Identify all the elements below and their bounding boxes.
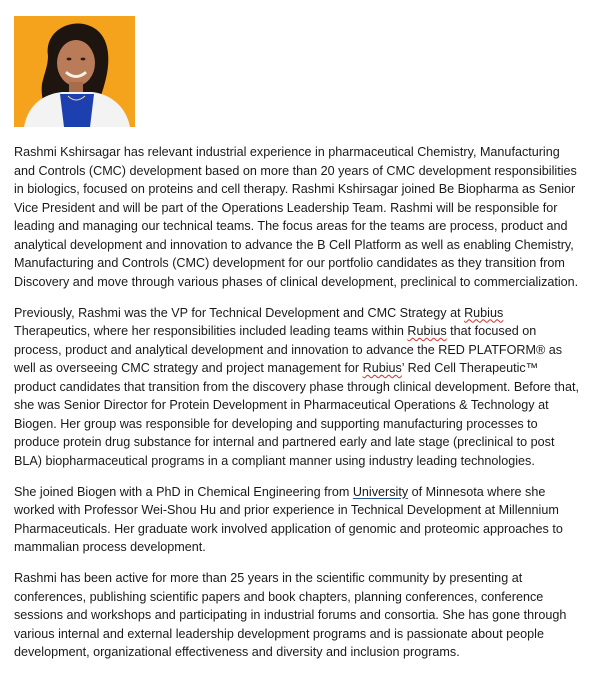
p2-text-a: Previously, Rashmi was the VP for Technical Development and CMC Strategy at [14, 305, 465, 320]
p3-text-a: She joined Biogen with a PhD in Chemical Engineering from [14, 484, 353, 499]
spellcheck-word-rubius[interactable]: Rubius [362, 361, 402, 375]
bio-text [14, 143, 580, 674]
bio-paragraph-4: Rashmi has been active for more than 25 years in the scientific community by presenting at conferences, publishing scientific papers and book chapters, planning conferences, conference sessions and workshops and participating in industrial forums and consortia. She has gone through various internal and external leadership development programs and is passionate about people development, organizational effectiveness and diversity and inclusion programs. [14, 571, 567, 659]
university-link[interactable]: University [352, 484, 409, 499]
bio-paragraph-3 [14, 483, 580, 557]
p3-text-b: of Minnesota where she worked with Professor Wei-Shou Hu and prior experience in Technical Development at Millennium Pharmaceuticals. Her graduate work involved application of genomic and proteomic approaches to mammalian process development. [14, 484, 563, 554]
p2-text-c: that focused on process, product and analytical development and innovation to advance the RED PLATFORM® as well as overseeing CMC strategy and project management for [14, 324, 563, 375]
bio-paragraph-2 [14, 304, 580, 471]
spellcheck-word-rubius[interactable]: Rubius [407, 324, 447, 338]
p2-text-b: Therapeutics, where her responsibilities included leading teams within [14, 324, 408, 338]
bio-paragraph-1: Rashmi Kshirsagar has relevant industrial experience in pharmaceutical Chemistry, Manufacturing and Controls (CMC) development based on more than 20 years of CMC development responsibilities in biologics, focused on proteins and cell therapy. Rashmi Kshirsagar joined Be Biopharma as Senior Vice President and will be part of the Operations Leadership Team. Rashmi will be responsible for leading and managing our technical teams. The focus areas for the teams are process, product and analytical development and innovation to advance the B Cell Platform as well as enabling Chemistry, Manufacturing and Controls (CMC) development for our portfolio candidates as they transition from Discovery and move through various phases of clinical development, preclinical to commercialization. [14, 145, 579, 289]
portrait-image [14, 16, 135, 127]
spellcheck-word-rubius[interactable]: Rubius [464, 305, 504, 320]
portrait-photo [14, 16, 135, 127]
p2-text-d: ’ Red Cell Therapeutic™ product candidates that transition from the discovery phase through clinical development. Before that, she was Senior Director for Protein Development in Pharmaceutical Operations & Technology at Biogen. Her group was responsible for developing and supporting manufacturing processes to produce protein drug substance for internal and partnered early and late stage (preclinical to post BLA) biopharmaceutical programs in a compliant manner using industry leading technologies. [14, 361, 579, 468]
